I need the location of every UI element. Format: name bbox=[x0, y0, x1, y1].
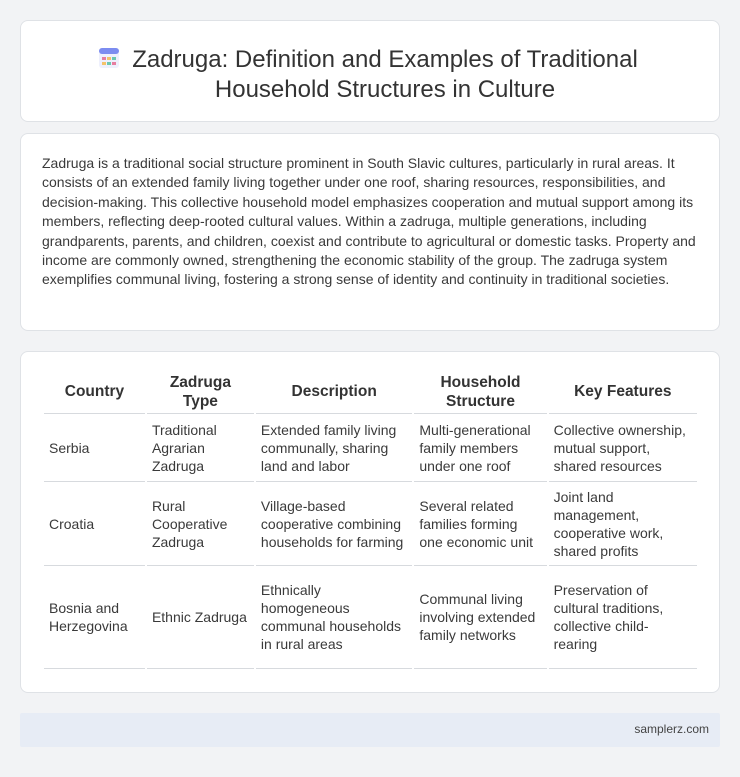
table-header-row bbox=[44, 370, 697, 414]
cell-key-features: Preservation of cultural traditions, collective child-rearing bbox=[549, 566, 697, 669]
header-key-features: Key Features bbox=[549, 370, 697, 414]
cell-household-structure: Communal living involving extended family networks bbox=[414, 566, 546, 669]
cell-key-features: Collective ownership, mutual support, shared resources bbox=[549, 414, 697, 482]
cell-zadruga-type: Traditional Agrarian Zadruga bbox=[147, 414, 254, 482]
table-row bbox=[44, 482, 697, 566]
page-title: Zadruga: Definition and Examples of Traditional Household Structures in Culture bbox=[132, 46, 638, 103]
footer bbox=[20, 713, 720, 747]
cell-description: Village-based cooperative combining households for farming bbox=[256, 482, 412, 566]
cell-zadruga-type: Rural Cooperative Zadruga bbox=[147, 482, 254, 566]
cell-description: Ethnically homogeneous communal households in rural areas bbox=[256, 566, 412, 669]
footer-site-link[interactable]: samplerz.com bbox=[634, 722, 709, 736]
intro-paragraph: Zadruga is a traditional social structure prominent in South Slavic cultures, particularly in rural areas. It consists of an extended family living together under one roof, sharing resources, responsibilities, and decision-making. This collective household model emphasizes cooperation and mutual support among its members, reflecting deep-rooted cultural values. Within a zadruga, multiple generations, including grandparents, parents, and children, coexist and contribute to agricultural or domestic tasks. Property and income are commonly owned, strengthening the economic stability of the group. The zadruga system exemplifies communal living, fostering a strong sense of identity and continuity in traditional societies. bbox=[42, 155, 696, 288]
zadruga-table bbox=[42, 370, 699, 669]
header-country: Country bbox=[44, 370, 145, 414]
table-row bbox=[44, 414, 697, 482]
cell-country: Croatia bbox=[44, 482, 145, 566]
header-household-structure: Household Structure bbox=[414, 370, 546, 414]
table-row bbox=[44, 566, 697, 669]
cell-description: Extended family living communally, sharing land and labor bbox=[256, 414, 412, 482]
cell-zadruga-type: Ethnic Zadruga bbox=[147, 566, 254, 669]
title-card bbox=[20, 20, 720, 122]
intro-card bbox=[20, 133, 720, 331]
cell-key-features: Joint land management, cooperative work, shared profits bbox=[549, 482, 697, 566]
header-zadruga-type: Zadruga Type bbox=[147, 370, 254, 414]
cell-country: Bosnia and Herzegovina bbox=[44, 566, 145, 669]
cell-country: Serbia bbox=[44, 414, 145, 482]
table-card bbox=[20, 351, 720, 693]
header-description: Description bbox=[256, 370, 412, 414]
cell-household-structure: Multi-generational family members under one roof bbox=[414, 414, 546, 482]
cell-household-structure: Several related families forming one economic unit bbox=[414, 482, 546, 566]
